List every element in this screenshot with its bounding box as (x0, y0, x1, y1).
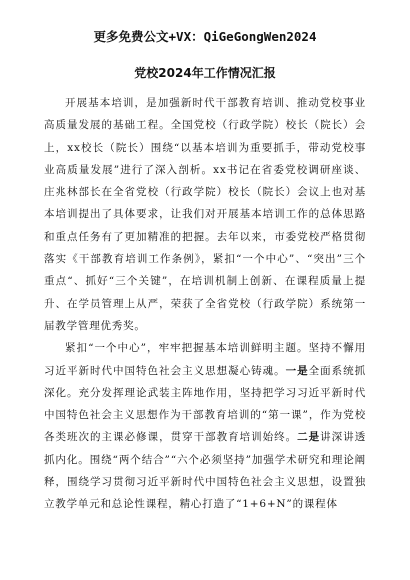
document-title: 党校2024年工作情况汇报 (134, 66, 276, 80)
watermark-header: 更多免费公文+VX：QiGeGongWen2024 (93, 29, 317, 44)
emphasis-text: 一是 (285, 364, 309, 377)
paragraph-text: 全面系统抓深化。充分发挥理论武装主阵地作用，坚持把学习习近平新时代中国特色社会主义思想作为干部教育培训的“第一课”，作为党校各类班次的主课必修课，贯穿干部教育培训始终。 (44, 364, 366, 444)
emphasis-text: 二是 (297, 431, 321, 444)
document-body (44, 92, 366, 516)
body-paragraph (44, 92, 366, 337)
paragraph-text: 讲深讲透抓内化。围绕“两个结合”“六个必须坚持”加强学术研究和理论阐释，围绕学习贯彻习近平新时代中国特色社会主义思想，设置独立教学单元和总论性课程，精心打造了“1+6+N”的课程体 (44, 431, 366, 511)
paragraph-text: 开展基本培训，是加强新时代干部教育培训、推动党校事业高质量发展的基础工程。全国党校（行政学院）校长（院长）会上，xx校长（院长）围绕“以基本培训为重要抓手，带动党校事业高质量发展”进行了深入剖析。xx书记在省委党校调研座谈、庄兆林部长在全省党校（行政学院）校长（院长）会议上也对基本培训提出了具体要求，让我们对开展基本培训工作的总体思路和重点任务有了更加精准的把握。去年以来，市委党校严格贯彻落实《干部教育培训工作条例》，紧扣“一个中心”、“突出”三个重点“、抓好“三个关键”，在培训机制上创新、在课程质量上提升、在学员管理上从严，荣获了全省党校（行政学院）系统第一届教学管理优秀奖。 (44, 97, 366, 332)
body-paragraph (44, 337, 366, 515)
paragraph-text: 紧扣“一个中心”，牢牢把握基本培训鲜明主题。坚持不懈用习近平新时代中国特色社会主义思想凝心铸魂。 (44, 342, 366, 377)
